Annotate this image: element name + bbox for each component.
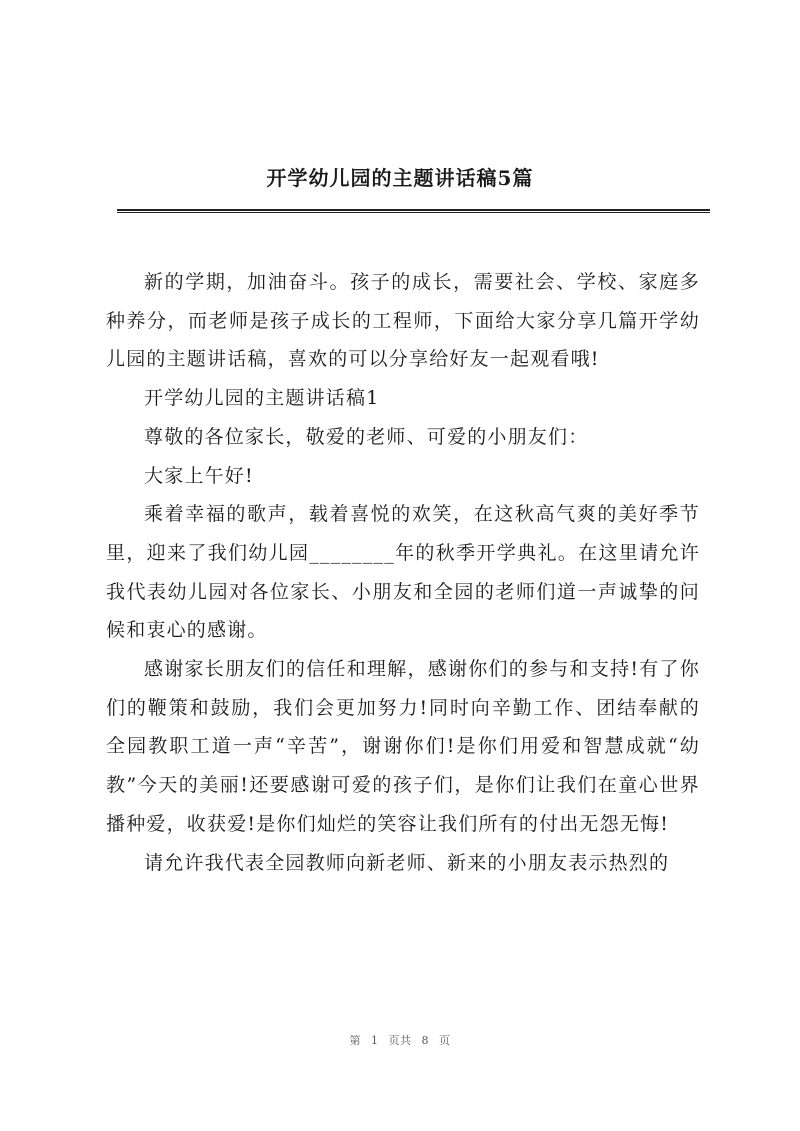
intro-paragraph: 新的学期，加油奋斗。孩子的成长，需要社会、学校、家庭多种养分，而老师是孩子成长的工程师，下面给大家分享几篇开学幼儿园的主题讲话稿，喜欢的可以分享给好友一起观看哦! xyxy=(106,271,700,371)
footer-page-number: 1 xyxy=(371,1034,379,1047)
document-title: 开学幼儿园的主题讲话稿5篇 xyxy=(266,166,534,190)
salutation: 尊敬的各位家长，敬爱的老师、可爱的小朋友们： xyxy=(144,425,589,448)
footer-prefix: 第 xyxy=(349,1034,361,1047)
document-body xyxy=(106,263,700,882)
title-divider xyxy=(117,209,710,213)
greeting: 大家上午好! xyxy=(144,464,254,487)
footer-middle: 页共 xyxy=(388,1034,412,1047)
body-paragraph: 请允许我代表全园教师向新老师、新来的小朋友表示热烈的 xyxy=(144,851,670,874)
body-paragraph: 感谢家长朋友们的信任和理解，感谢你们的参与和支持!有了你们的鞭策和鼓励，我们会更加努力!同时向辛勤工作、团结奉献的全园教职工道一声“辛苦”，谢谢你们!是你们用爱和智慧成就“幼教”今天的美丽!还要感谢可爱的孩子们，是你们让我们在童心世界播种爱，收获爱!是你们灿烂的笑容让我们所有的付出无怨无悔! xyxy=(106,658,700,835)
footer-total-pages: 8 xyxy=(421,1034,429,1047)
section-heading: 开学幼儿园的主题讲话稿1 xyxy=(144,387,380,410)
page-footer xyxy=(0,1032,800,1048)
footer-suffix: 页 xyxy=(439,1034,451,1047)
body-paragraph: 乘着幸福的歌声，载着喜悦的欢笑，在这秋高气爽的美好季节里，迎来了我们幼儿园________年的秋季开学典礼。在这里请允许我代表幼儿园对各位家长、小朋友和全园的老师们道一声诚挚的问候和衷心的感谢。 xyxy=(106,503,700,642)
